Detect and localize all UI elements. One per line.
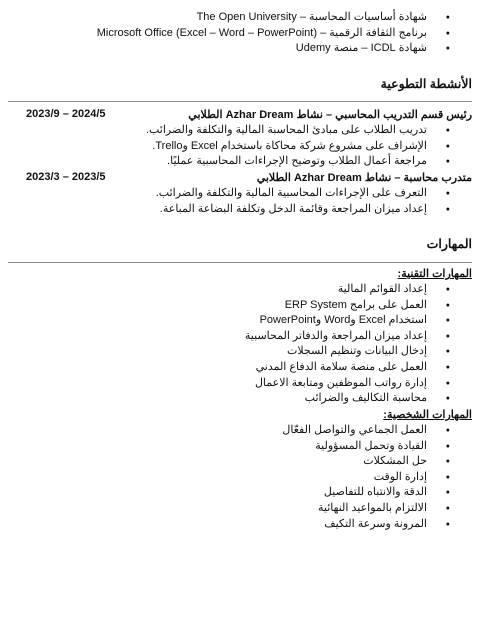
list-item: ● إعداد القوائم المالية [245, 282, 450, 298]
role-duties-list [146, 123, 450, 170]
section-title-volunteer: الأنشطة التطوعية [380, 77, 472, 91]
list-item: ● إعداد ميزان المراجعة والدفاتر المحاسبية [245, 329, 450, 345]
section-divider [8, 101, 472, 102]
list-item: ● تدريب الطلاب على مبادئ المحاسبة المالية والتكلفة والضرائب. [146, 123, 450, 139]
list-item: ● إدخال البيانات وتنظيم السجلات [245, 344, 450, 360]
list-item: ● الدقة والانتباه للتفاصيل [282, 485, 450, 501]
role-duties-list [156, 186, 450, 217]
role-header [26, 171, 472, 187]
section-divider [8, 262, 472, 263]
role-date: 2023/9 – 2024/5 [26, 108, 106, 120]
role-header [26, 108, 472, 124]
role-title: متدرب محاسبة – نشاط Azhar Dream الطلابي [256, 172, 472, 184]
list-item: ● حل المشكلات [282, 454, 450, 470]
personal-skills-list [282, 423, 450, 532]
subsection-title-technical: المهارات التقنية: [397, 268, 472, 280]
list-item: ● العمل على برامج ERP System [245, 298, 450, 314]
list-item: ● القيادة وتحمل المسؤولية [282, 439, 450, 455]
role-date: 2023/3 – 2023/5 [26, 171, 106, 183]
certifications-list [97, 10, 450, 57]
role-title: رئيس قسم التدريب المحاسبي – نشاط Azhar Dream الطلابي [188, 109, 472, 121]
subsection-title-personal: المهارات الشخصية: [383, 409, 472, 421]
list-item: ● برنامج الثقافة الرقمية – (Microsoft Office (Excel – Word – PowerPoint [97, 26, 450, 42]
list-item: ● شهادة ICDL – منصة Udemy [97, 41, 450, 57]
list-item: ● العمل الجماعي والتواصل الفعّال [282, 423, 450, 439]
technical-skills-list [245, 282, 450, 407]
list-item: ● استخدام Excel وWord وPowerPoint [245, 313, 450, 329]
list-item: ● شهادة أساسيات المحاسبة – The Open University [97, 10, 450, 26]
list-item: ● إدارة رواتب الموظفين ومتابعة الاعمال [245, 376, 450, 392]
list-item: ● محاسبة التكاليف والضرائب [245, 391, 450, 407]
list-item: ● الإشراف على مشروع شركة محاكاة باستخدام Excel وTrello. [146, 139, 450, 155]
list-item: ● الالتزام بالمواعيد النهائية [282, 501, 450, 517]
section-title-skills: المهارات [426, 237, 472, 251]
list-item: ● العمل على منصة سلامة الدفاع المدني [245, 360, 450, 376]
list-item: ● إعداد ميزان المراجعة وقائمة الدخل وتكلفة البضاعة المباعة. [156, 202, 450, 218]
list-item: ● مراجعة أعمال الطلاب وتوضيح الإجراءات المحاسبية عمليًا. [146, 154, 450, 170]
list-item: ● إدارة الوقت [282, 470, 450, 486]
list-item: ● المرونة وسرعة التكيف [282, 517, 450, 533]
list-item: ● التعرف على الإجراءات المحاسبية المالية والتكلفة والضرائب. [156, 186, 450, 202]
